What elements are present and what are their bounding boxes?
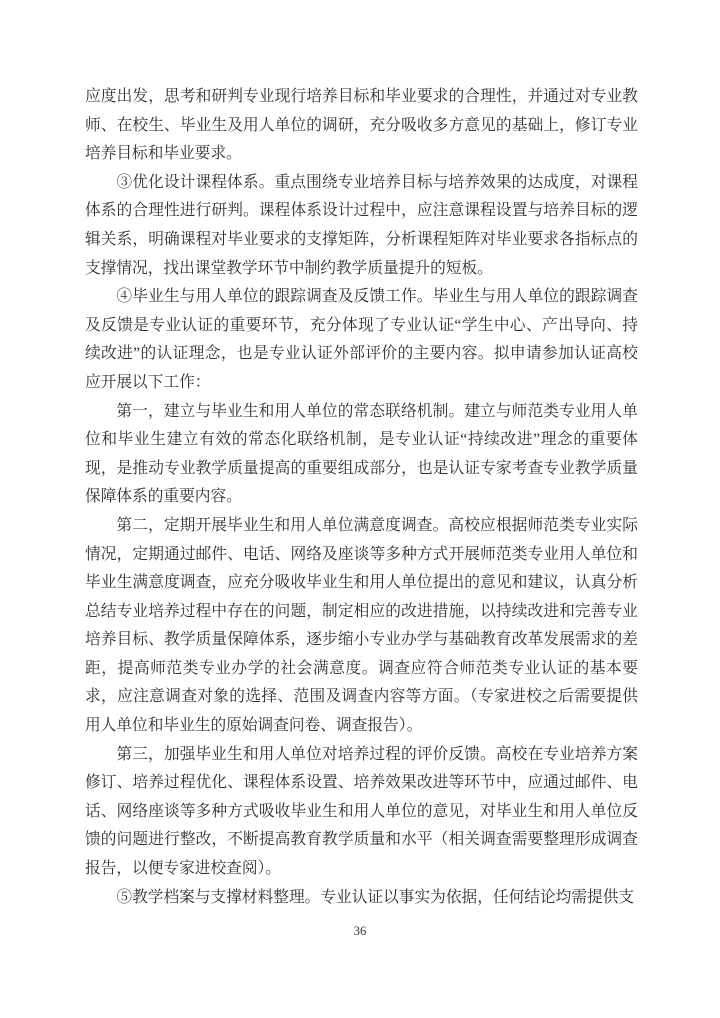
paragraph-third-evaluation-feedback: 第三，加强毕业生和用人单位对培养过程的评价反馈。高校在专业培养方案修订、培养过程优化、课程体系设置、培养效果改进等环节中，应通过邮件、电话、网络座谈等多种方式吸收毕业生和用人单位的意见，对毕业生和用人单位反馈的问题进行整改，不断提高教育教学质量和水平（相关调查需要整理形成调查报告，以便专家进校查阅）。 [85, 745, 638, 878]
paragraph-item-5-archives: ⑤教学档案与支撑材料整理。专业认证以事实为依据，任何结论均需提供支 [116, 888, 635, 906]
body-text [85, 83, 638, 912]
paragraph-second-satisfaction-survey: 第二，定期开展毕业生和用人单位满意度调查。高校应根据师范类专业实际情况，定期通过邮件、电话、网络及座谈等多种方式开展师范类专业用人单位和毕业生满意度调查，应充分吸收毕业生和用人单位提出的意见和建议，认真分析总结专业培养过程中存在的问题，制定相应的改进措施，以持续改进和完善专业培养目标、教学质量保障体系，逐步缩小专业办学与基础教育改革发展需求的差距，提高师范类专业办学的社会满意度。调查应符合师范类专业认证的基本要求，应注意调查对象的选择、范围及调查内容等方面。（专家进校之后需要提供用人单位和毕业生的原始调查问卷、调查报告）。 [85, 516, 638, 735]
paragraph-first-contact-mechanism: 第一，建立与毕业生和用人单位的常态联络机制。建立与师范类专业用人单位和毕业生建立有效的常态化联络机制，是专业认证“持续改进”理念的重要体现，是推动专业教学质量提高的重要组成部分，也是认证专家考查专业教学质量保障体系的重要内容。 [85, 402, 638, 506]
paragraph-continuation: 应度出发，思考和研判专业现行培养目标和毕业要求的合理性，并通过对专业教师、在校生、毕业生及用人单位的调研，充分吸收多方意见的基础上，修订专业培养目标和毕业要求。 [85, 88, 638, 163]
paragraph-item-3-curriculum: ③优化设计课程体系。重点围绕专业培养目标与培养效果的达成度，对课程体系的合理性进行研判。课程体系设计过程中，应注意课程设置与培养目标的逻辑关系，明确课程对毕业要求的支撑矩阵，分析课程矩阵对毕业要求各指标点的支撑情况，找出课堂教学环节中制约教学质量提升的短板。 [85, 173, 638, 277]
paragraph-item-4-tracking-survey: ④毕业生与用人单位的跟踪调查及反馈工作。毕业生与用人单位的跟踪调查及反馈是专业认证的重要环节，充分体现了专业认证“学生中心、产出导向、持续改进”的认证理念，也是专业认证外部评价的主要内容。拟申请参加认证高校应开展以下工作： [85, 288, 638, 391]
page-number: 36 [353, 924, 367, 938]
